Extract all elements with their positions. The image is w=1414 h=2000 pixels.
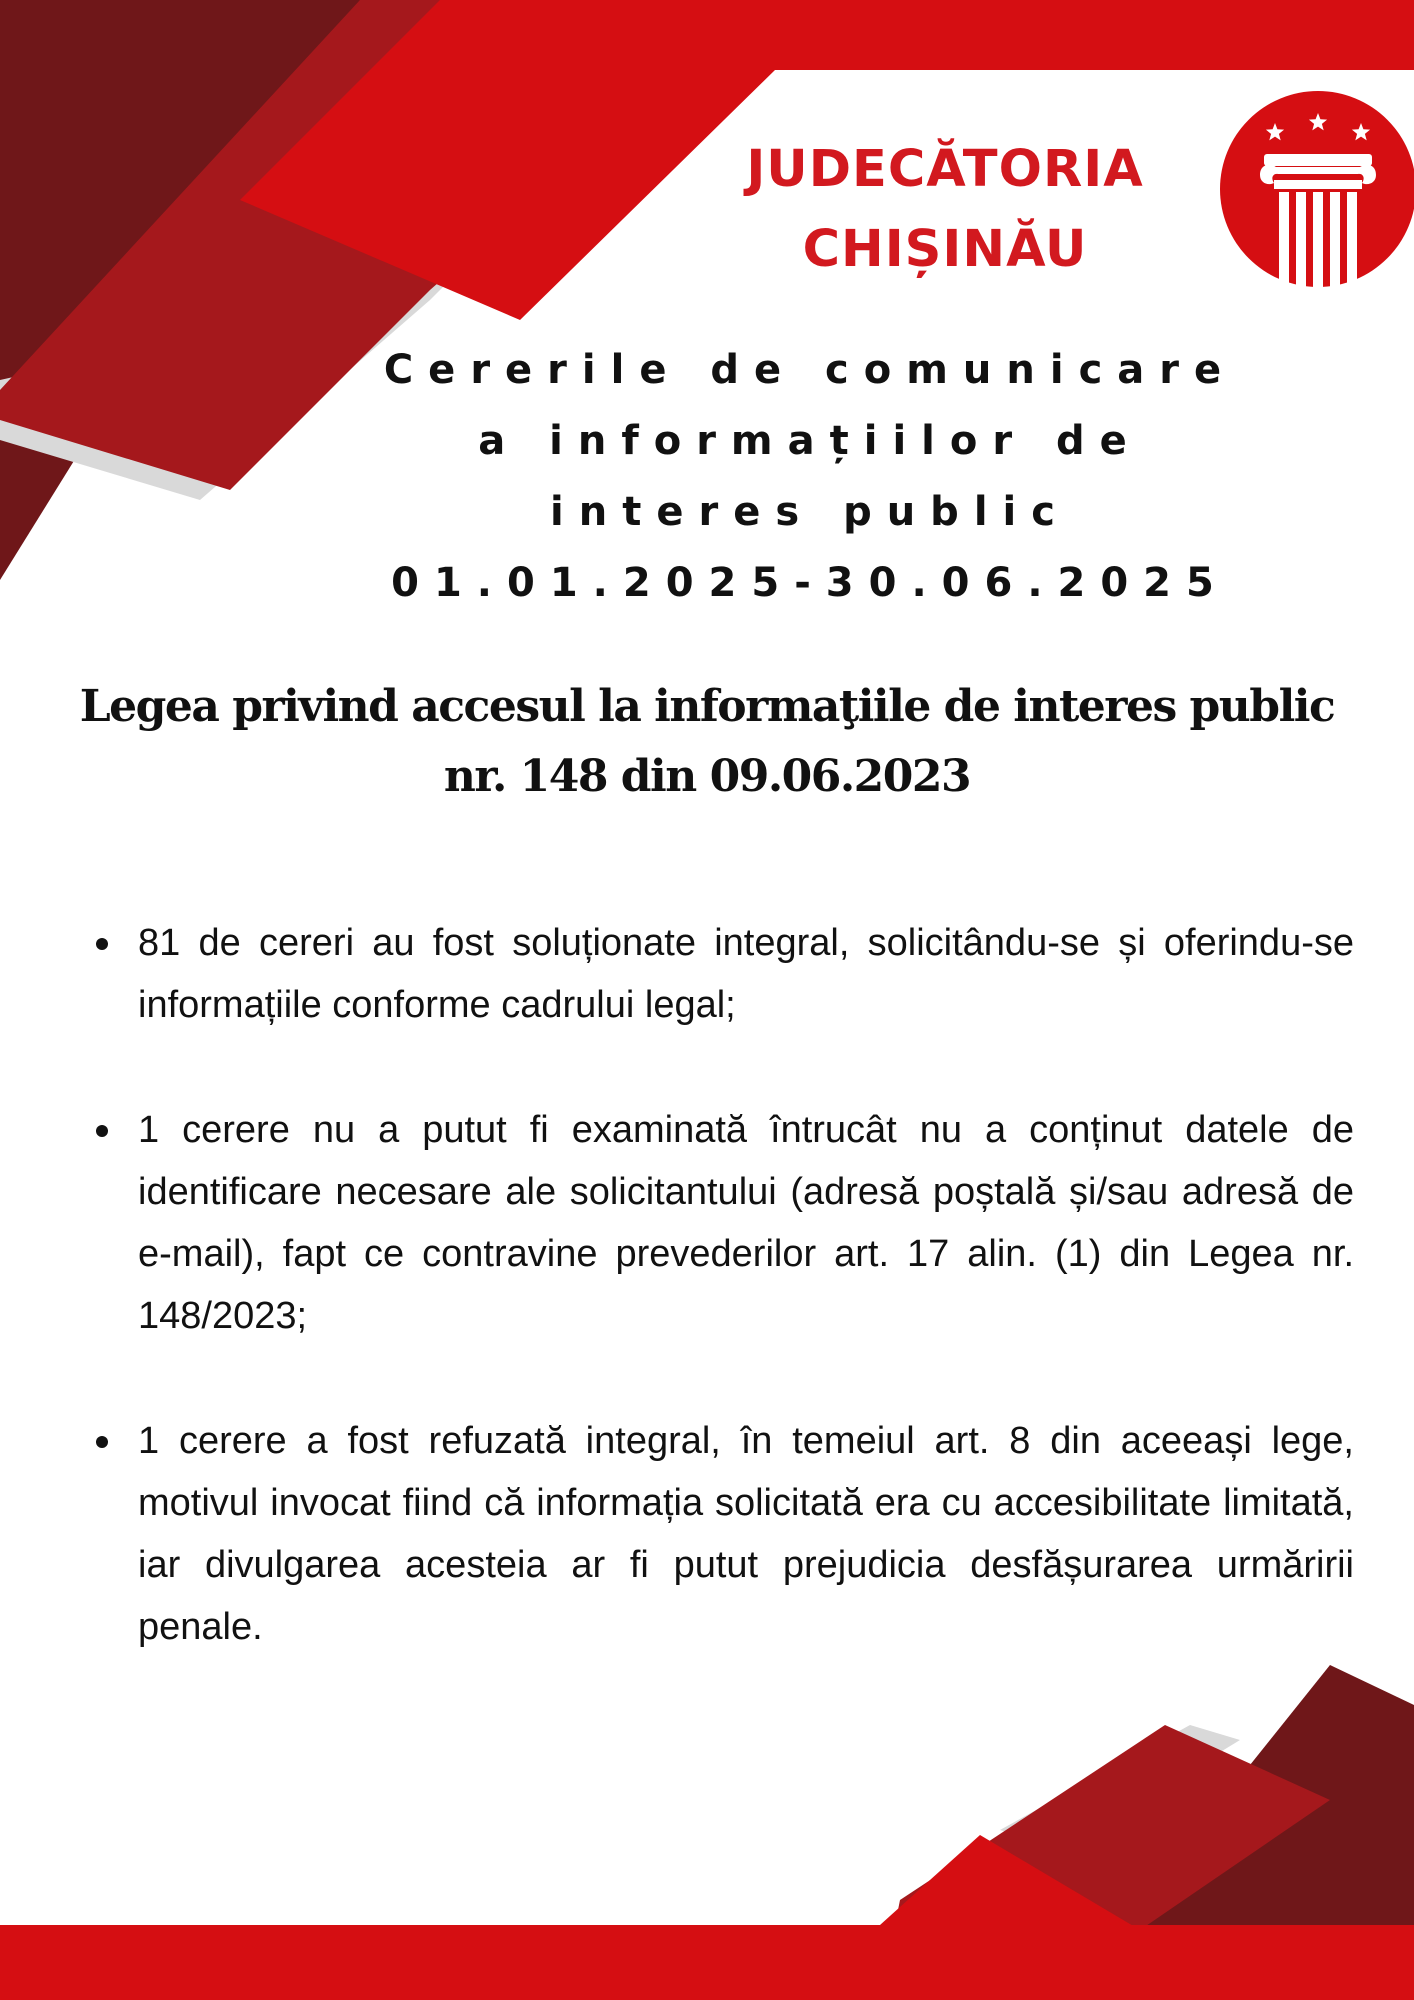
list-item-text: 81 de cereri au fost soluționate integral, solicitându-se și oferindu-se informațiile conforme cadrului legal; [138,922,1354,1026]
report-title [360,335,1260,619]
law-title [40,672,1374,812]
list-item [96,1099,1354,1347]
court-name-line1: JUDECĂTORIA [746,140,1144,199]
list-item-text: 1 cerere nu a putut fi examinată întrucât nu a conținut datele de identificare necesare ale solicitantului (adresă poștală și/sau adresă de e-mail), fapt ce contravine prevederilor art. 17 alin. (1) din Legea nr. 148/2023; [138,1109,1354,1337]
report-period: 01.01.2025-30.06.2025 [391,560,1229,606]
bottom-red-band [0,1925,1414,2000]
list-item-text: 1 cerere a fost refuzată integral, în temeiul art. 8 din aceeași lege, motivul invocat fiind că informația solicitată era cu accesibilitate limitată, iar divulgarea acesteia ar fi putut prejudicia desfășurarea urmăririi penale. [138,1420,1354,1648]
list-item [96,1410,1354,1658]
law-title-line2: nr. 148 din 09.06.2023 [443,751,971,802]
court-name-line2: CHIȘINĂU [802,220,1088,279]
bullet-icon [96,1436,108,1448]
bullet-icon [96,938,108,950]
courthouse-column-with-stars-icon [1220,91,1414,287]
report-title-line: interes public [550,489,1070,535]
court-name [700,130,1190,290]
law-title-line1: Legea privind accesul la informaţiile de interes public [79,681,1335,732]
report-title-line: Cererile de comunicare [383,347,1237,393]
request-summary-list [96,912,1354,1721]
report-title-line: a informațiilor de [478,418,1142,464]
bullet-icon [96,1125,108,1137]
list-item [96,912,1354,1036]
